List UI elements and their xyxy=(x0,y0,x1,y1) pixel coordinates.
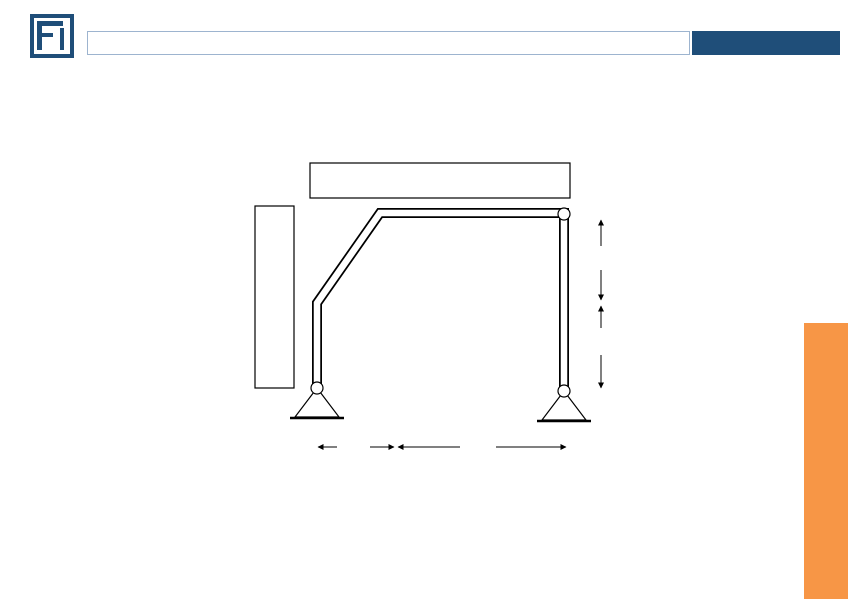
left-distributed-load xyxy=(255,206,294,388)
pinned-support-e xyxy=(537,385,591,421)
top-distributed-load xyxy=(310,163,570,198)
pinned-support-a xyxy=(290,382,344,418)
section-tab xyxy=(804,323,848,599)
frame-members xyxy=(317,213,564,390)
hinge-d xyxy=(558,208,570,220)
